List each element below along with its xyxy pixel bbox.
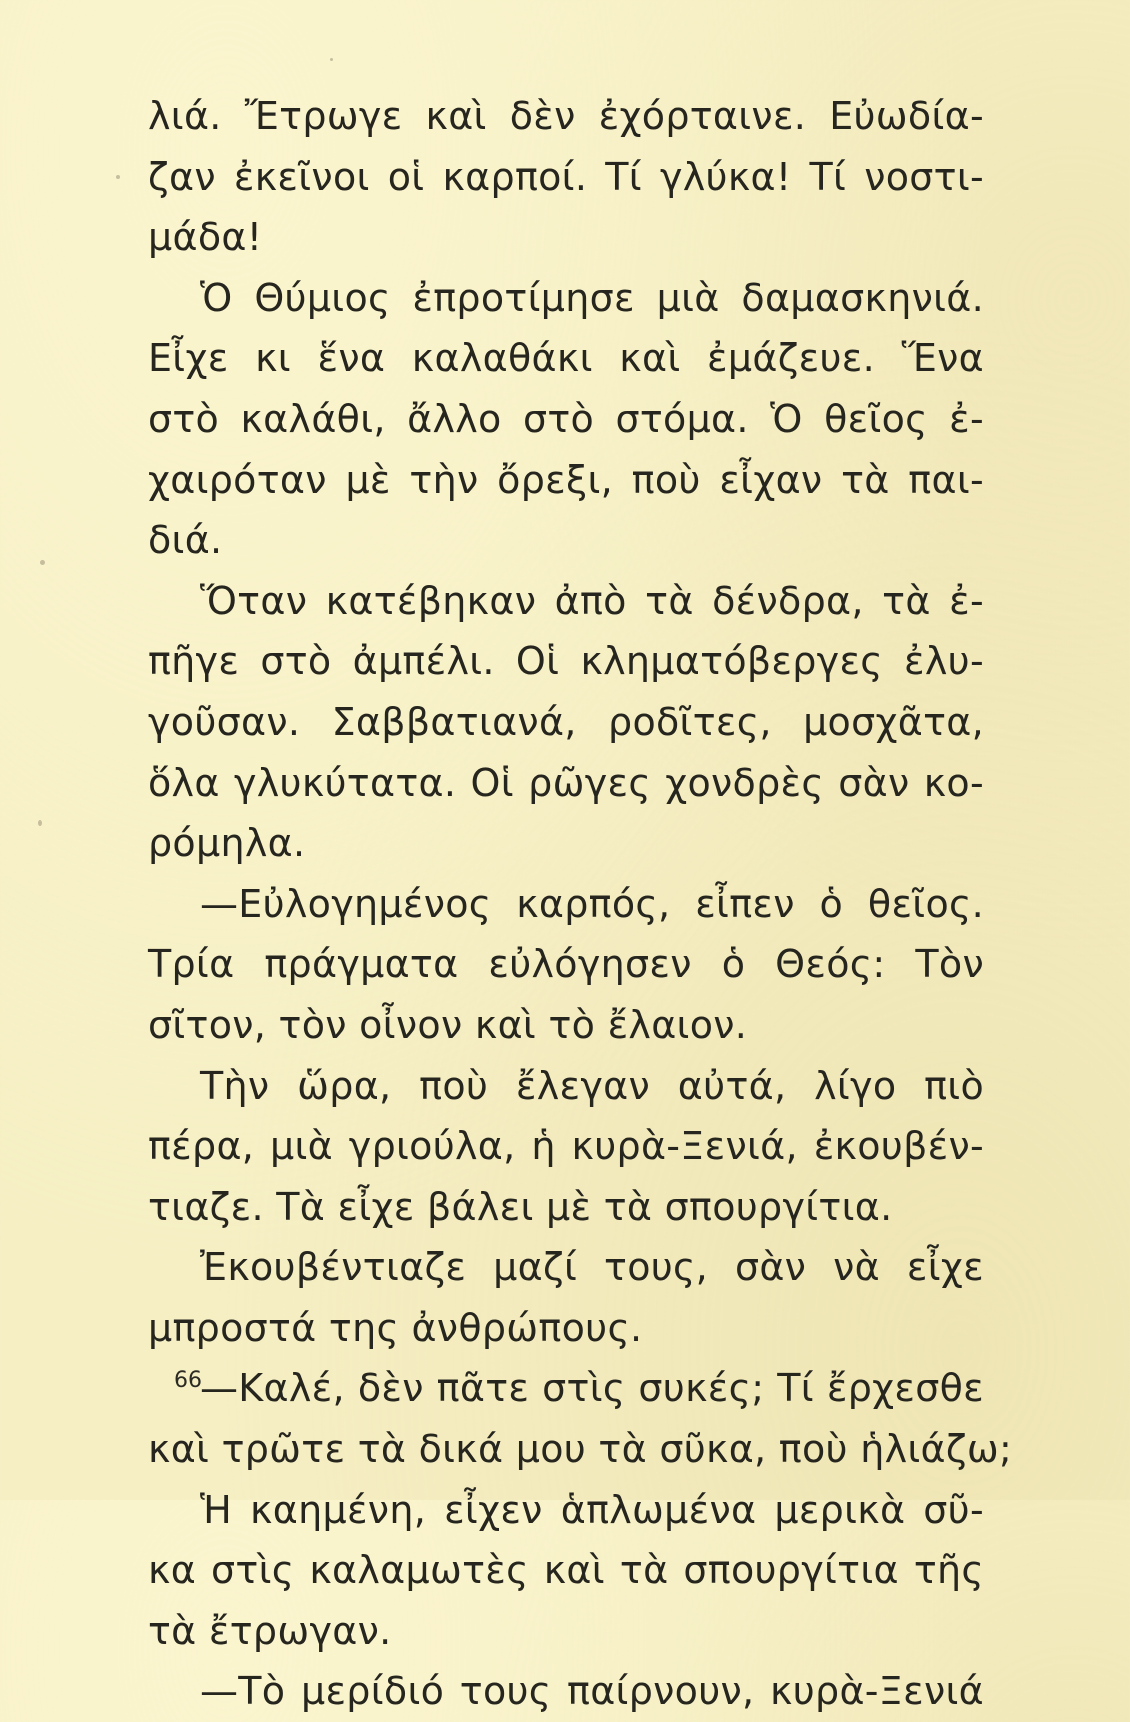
text-line: Ἡ καημένη, εἶχεν ἁπλωμένα μερικὰ σῦ- bbox=[200, 1487, 984, 1532]
text-line: ρόμηλα. bbox=[148, 821, 306, 866]
text-line: τιαζε. Τὰ εἶχε βάλει μὲ τὰ σπουργίτια. bbox=[148, 1184, 893, 1229]
text-line: στὸ καλάθι, ἄλλο στὸ στόμα. Ὁ θεῖος ἐ- bbox=[148, 396, 984, 441]
text-line: Τὴν ὥρα, ποὺ ἔλεγαν αὐτά, λίγο πιὸ bbox=[200, 1063, 984, 1108]
text-line: καὶ τρῶτε τὰ δικά μου τὰ σῦκα, ποὺ ἡλιάζω; bbox=[148, 1427, 1013, 1472]
page-number: 66 bbox=[174, 1368, 202, 1393]
text-line: μπροστά της ἀνθρώπους. bbox=[148, 1305, 643, 1350]
text-line: λιά. Ἔτρωγε καὶ δὲν ἐχόρταινε. Εὐωδία- bbox=[148, 94, 984, 138]
text-line: πέρα, μιὰ γριούλα, ἡ κυρὰ-Ξενιά, ἐκουβέν- bbox=[148, 1124, 984, 1169]
text-line: σῖτον, τὸν οἶνον καὶ τὸ ἔλαιον. bbox=[148, 1002, 748, 1047]
page-text bbox=[148, 86, 1013, 1722]
text-line: γοῦσαν. Σαββατιανά, ροδῖτες, μοσχᾶτα, bbox=[148, 699, 984, 744]
text-line: μάδα! bbox=[148, 215, 263, 260]
text-line: —Τὸ μερίδιό τους παίρνουν, κυρὰ-Ξενιά bbox=[200, 1669, 984, 1714]
text-line: ζαν ἐκεῖνοι οἱ καρποί. Τί γλύκα! Τί νοστι- bbox=[148, 154, 984, 199]
text-line: πῆγε στὸ ἀμπέλι. Οἱ κληματόβεργες ἐλυ- bbox=[148, 639, 984, 684]
text-line: διά. bbox=[148, 518, 223, 563]
text-line: ὅλα γλυκύτατα. Οἱ ρῶγες χονδρὲς σὰν κο- bbox=[148, 760, 984, 805]
text-line: τὰ ἔτρωγαν. bbox=[148, 1608, 392, 1653]
text-line: χαιρόταν μὲ τὴν ὄρεξι, ποὺ εἶχαν τὰ παι- bbox=[148, 457, 984, 502]
text-line: Εἶχε κι ἕνα καλαθάκι καὶ ἐμάζευε. Ἕνα bbox=[148, 336, 984, 381]
text-line: Τρία πράγματα εὐλόγησεν ὁ Θεός: Τὸν bbox=[148, 942, 984, 987]
paper-speck bbox=[40, 560, 45, 565]
text-line: κα στὶς καλαμωτὲς καὶ τὰ σπουργίτια τῆς bbox=[148, 1548, 984, 1593]
text-line: —Εὐλογημένος καρπός, εἶπεν ὁ θεῖος. bbox=[200, 881, 984, 926]
paper-speck bbox=[38, 820, 42, 826]
text-line: Ὁ Θύμιος ἐπροτίμησε μιὰ δαμασκηνιά. bbox=[200, 275, 984, 320]
text-line: Ἐκουβέντιαζε μαζί τους, σὰν νὰ εἶχε bbox=[200, 1245, 984, 1290]
text-line: —Καλέ, δὲν πᾶτε στὶς συκές; Τί ἔρχεσθε bbox=[200, 1366, 984, 1411]
paper-speck bbox=[116, 175, 120, 179]
paper-speck bbox=[330, 58, 333, 61]
text-line: Ὅταν κατέβηκαν ἀπὸ τὰ δένδρα, τὰ ἐ- bbox=[200, 578, 984, 623]
